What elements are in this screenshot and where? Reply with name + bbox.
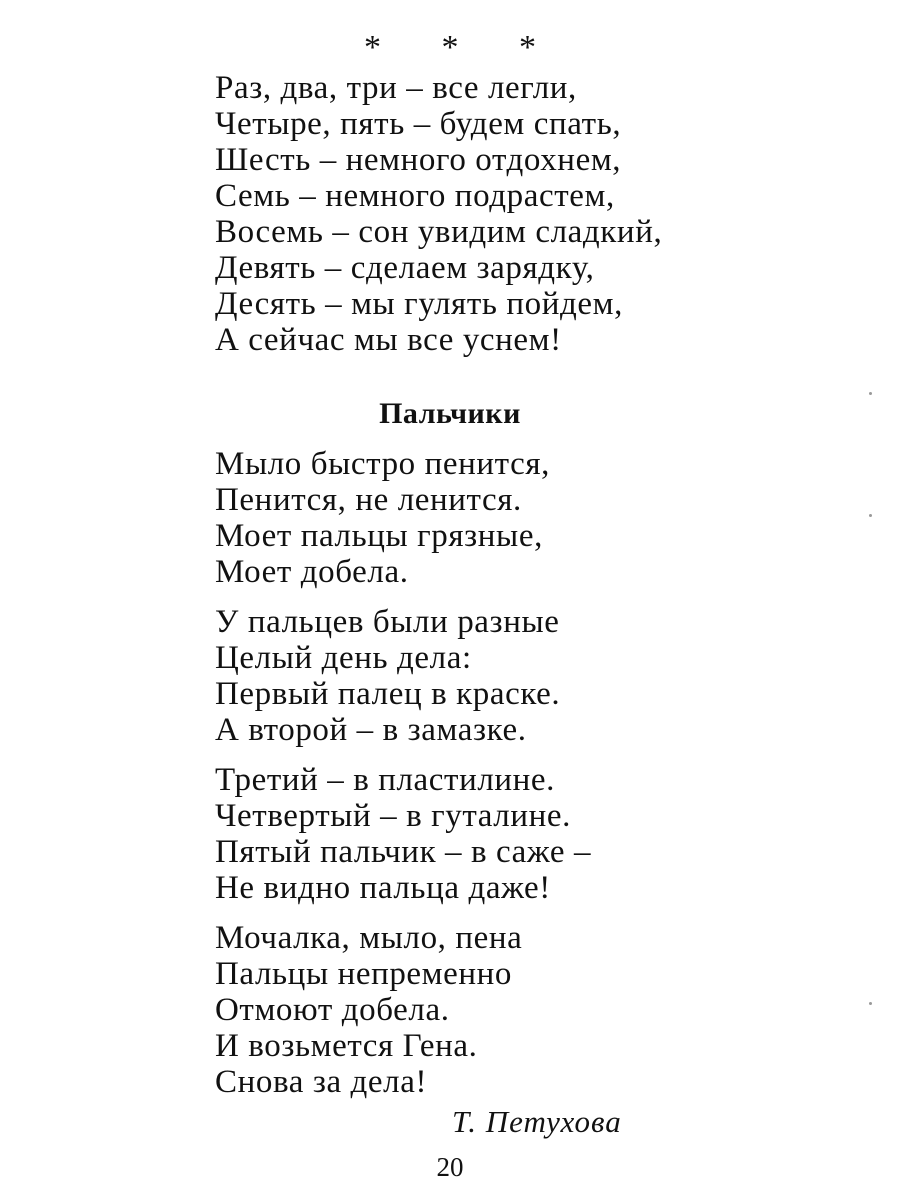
poem-line: Восемь – сон увидим сладкий, bbox=[215, 214, 663, 250]
poem-line: Мочалка, мыло, пена bbox=[215, 920, 523, 956]
poem-title: Пальчики bbox=[379, 397, 521, 430]
section-separator: * * * bbox=[364, 29, 562, 66]
stanza bbox=[215, 446, 591, 590]
poem-line: Первый палец в краске. bbox=[215, 676, 561, 712]
poem-line: Раз, два, три – все легли, bbox=[215, 70, 577, 106]
poem-line: Моет добела. bbox=[215, 554, 409, 590]
poem-line: Четыре, пять – будем спать, bbox=[215, 106, 622, 142]
poem-line: Моет пальцы грязные, bbox=[215, 518, 543, 554]
poem-line: Снова за дела! bbox=[215, 1064, 428, 1100]
poem-line: Отмоют добела. bbox=[215, 992, 450, 1028]
poem-line: У пальцев были разные bbox=[215, 604, 560, 640]
stanza bbox=[215, 762, 591, 906]
stanza bbox=[215, 920, 591, 1100]
poem-line: Целый день дела: bbox=[215, 640, 472, 676]
stanza bbox=[215, 604, 591, 748]
poem-line: Пальцы непременно bbox=[215, 956, 513, 992]
poem-line: А сейчас мы все уснем! bbox=[215, 322, 562, 358]
poem-line: Семь – немного подрастем, bbox=[215, 178, 615, 214]
scan-speck bbox=[869, 514, 872, 517]
poem-line: И возьмется Гена. bbox=[215, 1028, 478, 1064]
poem-palchiki bbox=[215, 446, 591, 1114]
poem-line: Не видно пальца даже! bbox=[215, 870, 551, 906]
poem-counting-rhyme bbox=[215, 70, 662, 358]
scan-speck bbox=[869, 1002, 872, 1005]
poem-line: Девять – сделаем зарядку, bbox=[215, 250, 595, 286]
poem-line: Пенится, не ленится. bbox=[215, 482, 522, 518]
poem-line: Шесть – немного отдохнем, bbox=[215, 142, 622, 178]
page-number: 20 bbox=[436, 1152, 464, 1182]
poem-line: Третий – в пластилине. bbox=[215, 762, 556, 798]
poem-line: А второй – в замазке. bbox=[215, 712, 527, 748]
poem-line: Мыло быстро пенится, bbox=[215, 446, 550, 482]
poem-line: Пятый пальчик – в саже – bbox=[215, 834, 592, 870]
poem-line: Десять – мы гулять пойдем, bbox=[215, 286, 623, 322]
author-signature: Т. Петухова bbox=[452, 1104, 622, 1139]
poem-line: Четвертый – в гуталине. bbox=[215, 798, 571, 834]
scan-speck bbox=[869, 392, 872, 395]
